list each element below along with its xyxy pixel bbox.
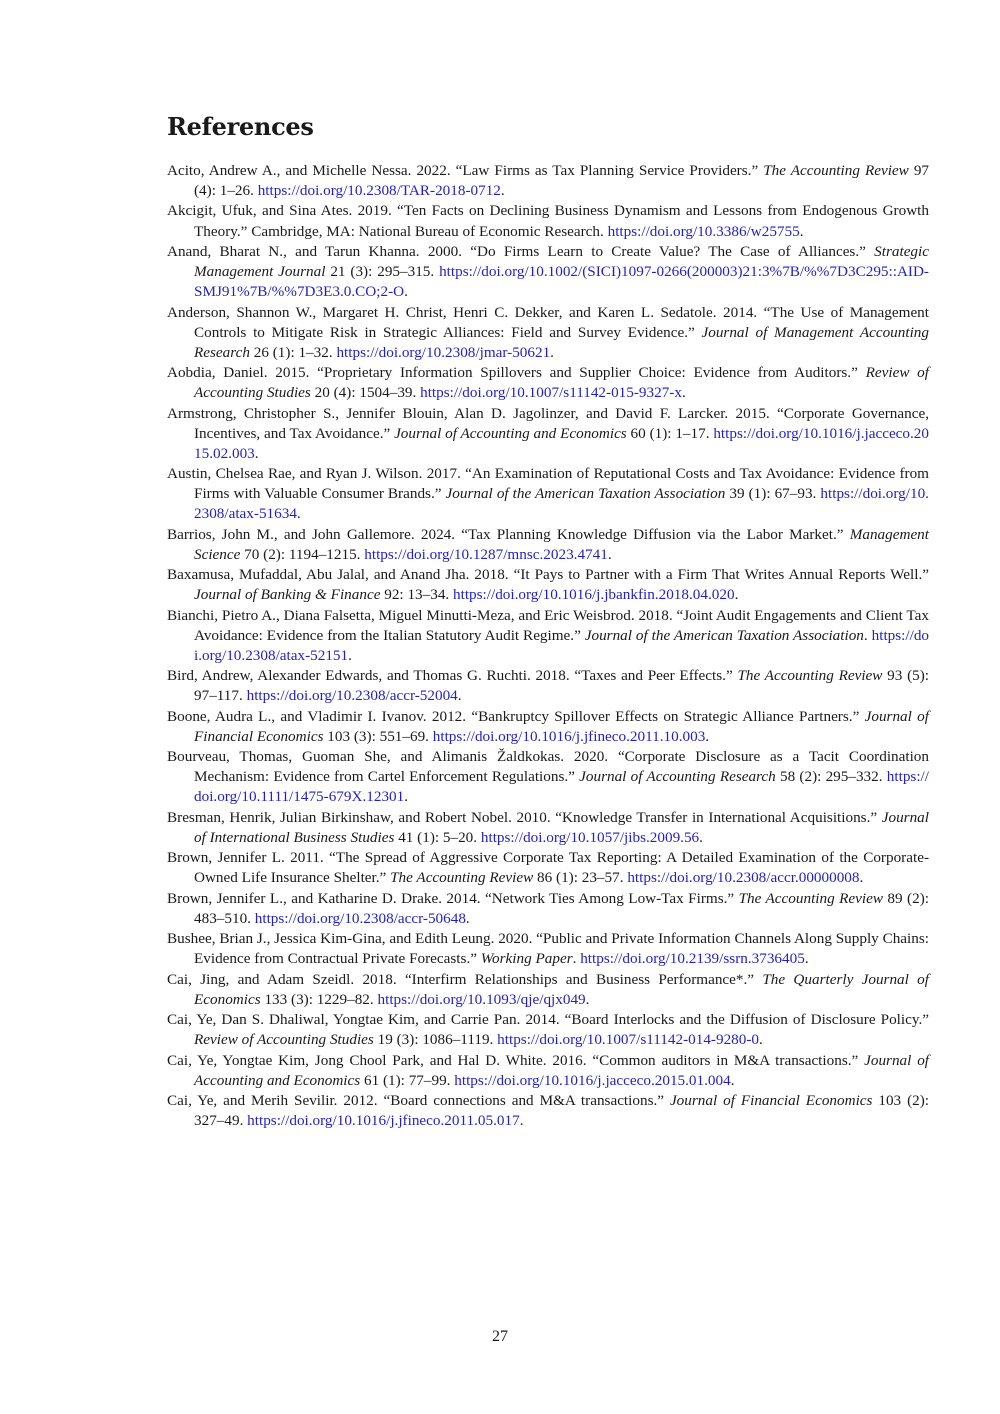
- reference-entry: Baxamusa, Mufaddal, Abu Jalal, and Anand Jha. 2018. “It Pays to Partner with a Firm That Writes Annual Reports Well.” Journal of Banking & Finance 92: 13–34. https://doi.org/10.1016/j.jbankfin.2018.04.020.: [167, 566, 929, 604]
- doi-link[interactable]: https://doi.org/10.1016/j.jacceco.2015.01.004: [454, 1071, 731, 1089]
- reference-volume: .: [572, 950, 581, 968]
- reference-entry: Brown, Jennifer L. 2011. “The Spread of Aggressive Corporate Tax Reporting: A Detailed Examination of the Corporate-Owned Life Insurance Shelter.” The Accounting Review 86 (1): 23–57. https://doi.org/10.2308/accr.00000008.: [167, 849, 929, 887]
- reference-volume: 103 (3): 551–69.: [323, 727, 433, 745]
- reference-list: [167, 161, 929, 1132]
- doi-link[interactable]: https://doi.org/10.2308/atax-51634: [194, 485, 929, 523]
- reference-venue: Strategic Management Journal: [194, 242, 929, 281]
- reference-venue: Management Science: [194, 525, 929, 563]
- reference-venue: The Accounting Review: [763, 162, 909, 179]
- reference-entry: Bresman, Henrik, Julian Birkinshaw, and Robert Nobel. 2010. “Knowledge Transfer in International Acquisitions.” Journal of International Business Studies 41 (1): 5–20. https://doi.org/10.1057/jibs.2009.56.: [167, 808, 929, 846]
- doi-link[interactable]: https://doi.org/10.3386/w25755: [607, 222, 800, 240]
- reference-entry: Bird, Andrew, Alexander Edwards, and Thomas G. Ruchti. 2018. “Taxes and Peer Effects.” The Accounting Review 93 (5): 97–117. https://doi.org/10.2308/accr-52004.: [167, 667, 929, 705]
- reference-volume: .: [863, 626, 872, 644]
- reference-volume: 60 (1): 1–17.: [626, 424, 714, 442]
- reference-citation: Barrios, John M., and John Gallemore. 2024. “Tax Planning Knowledge Diffusion via the Labor Market.”: [167, 525, 850, 543]
- reference-venue: Review of Accounting Studies: [194, 364, 929, 402]
- reference-volume: 58 (2): 295–332.: [775, 768, 887, 786]
- reference-citation: Bushee, Brian J., Jessica Kim-Gina, and Edith Leung. 2020. “Public and Private Information Channels Along Supply Chains: Evidence from Contractual Private Forecasts.”: [167, 930, 929, 968]
- reference-venue: Journal of Financial Economics: [669, 1092, 873, 1110]
- reference-venue: The Quarterly Journal of Economics: [194, 970, 929, 1008]
- reference-volume: 26 (1): 1–32.: [249, 343, 337, 361]
- doi-link[interactable]: https://doi.org/10.2308/accr.00000008: [627, 869, 860, 887]
- reference-volume: 39 (1): 67–93.: [725, 485, 821, 503]
- doi-link[interactable]: https://doi.org/10.2308/TAR-2018-0712: [257, 182, 501, 200]
- reference-entry: Cai, Ye, Yongtae Kim, Jong Chool Park, and Hal D. White. 2016. “Common auditors in M&A transactions.” Journal of Accounting and Economics 61 (1): 77–99. https://doi.org/10.1016/j.jacceco.2015.01.004.: [167, 1051, 930, 1089]
- reference-entry: Akcigit, Ufuk, and Sina Ates. 2019. “Ten Facts on Declining Business Dynamism and Lessons from Endogenous Growth Theory.” Cambridge, MA: National Bureau of Economic Research. https://doi.org/10.3386/w25755.: [167, 202, 929, 240]
- doi-link[interactable]: https://doi.org/10.1016/j.jfineco.2011.10.003: [432, 727, 706, 745]
- reference-entry: Anderson, Shannon W., Margaret H. Christ, Henri C. Dekker, and Karen L. Sedatole. 2014. “The Use of Management Controls to Mitigate Risk in Strategic Alliances: Field and Survey Evidence.” Journal of Management Accounting Research 26 (1): 1–32. https://doi.org/10.2308/jmar-50621.: [167, 303, 929, 361]
- reference-citation: Akcigit, Ufuk, and Sina Ates. 2019. “Ten Facts on Declining Business Dynamism and Lessons from Endogenous Growth Theory.” Cambridge, MA: National Bureau of Economic Research.: [167, 202, 929, 240]
- doi-link[interactable]: https://doi.org/10.1016/j.jacceco.2015.02.003: [194, 424, 929, 462]
- reference-citation: Aobdia, Daniel. 2015. “Proprietary Information Spillovers and Supplier Choice: Evidence from Auditors.”: [167, 364, 866, 382]
- doi-link[interactable]: https://doi.org/10.2308/jmar-50621: [336, 343, 551, 361]
- reference-venue: Journal of Accounting and Economics: [394, 424, 627, 442]
- reference-entry: Cai, Jing, and Adam Szeidl. 2018. “Interfirm Relationships and Business Performance*.” The Quarterly Journal of Economics 133 (3): 1229–82. https://doi.org/10.1093/qje/qjx049.: [167, 970, 929, 1008]
- reference-venue: Journal of Accounting Research: [579, 768, 776, 786]
- doi-link[interactable]: https://doi.org/10.1287/mnsc.2023.4741: [364, 545, 608, 563]
- reference-venue: Journal of Management Accounting Research: [194, 323, 929, 361]
- reference-entry: Bianchi, Pietro A., Diana Falsetta, Miguel Minutti-Meza, and Eric Weisbrod. 2018. “Joint Audit Engagements and Client Tax Avoidance: Evidence from the Italian Statutory Audit Regime.” Journal of the American Taxation Association. https://doi.org/10.2308/atax-52151.: [167, 606, 930, 664]
- doi-link[interactable]: https://doi.org/10.1007/s11142-014-9280-0: [497, 1031, 759, 1049]
- reference-entry: Armstrong, Christopher S., Jennifer Blouin, Alan D. Jagolinzer, and David F. Larcker. 2015. “Corporate Governance, Incentives, and Tax Avoidance.” Journal of Accounting and Economics 60 (1): 1–17. https://doi.org/10.1016/j.jacceco.2015.02.003.: [167, 404, 929, 462]
- reference-entry: Brown, Jennifer L., and Katharine D. Drake. 2014. “Network Ties Among Low-Tax Firms.” The Accounting Review 89 (2): 483–510. https://doi.org/10.2308/accr-50648.: [167, 889, 929, 927]
- reference-volume: 19 (3): 1086–1119.: [373, 1031, 498, 1049]
- reference-citation: Baxamusa, Mufaddal, Abu Jalal, and Anand Jha. 2018. “It Pays to Partner with a Firm That Writes Annual Reports Well.”: [167, 566, 929, 584]
- reference-entry: Acito, Andrew A., and Michelle Nessa. 2022. “Law Firms as Tax Planning Service Providers.” The Accounting Review 97 (4): 1–26. https://doi.org/10.2308/TAR-2018-0712.: [167, 162, 930, 200]
- reference-venue: The Accounting Review: [737, 667, 883, 685]
- reference-entry: Boone, Audra L., and Vladimir I. Ivanov. 2012. “Bankruptcy Spillover Effects on Strategic Alliance Partners.” Journal of Financial Economics 103 (3): 551–69. https://doi.org/10.1016/j.jfineco.2011.10.003.: [167, 707, 929, 745]
- reference-entry: Bourveau, Thomas, Guoman She, and Alimanis Žaldkokas. 2020. “Corporate Disclosure as a Tacit Coordination Mechanism: Evidence from Cartel Enforcement Regulations.” Journal of Accounting Research 58 (2): 295–332. https://doi.org/10.1111/1475-679X.12301.: [167, 748, 929, 806]
- reference-citation: Bianchi, Pietro A., Diana Falsetta, Miguel Minutti-Meza, and Eric Weisbrod. 2018. “Joint Audit Engagements and Client Tax Avoidance: Evidence from the Italian Statutory Audit Regime.”: [167, 606, 929, 644]
- reference-venue: The Accounting Review: [738, 889, 883, 907]
- reference-volume: 86 (1): 23–57.: [533, 869, 628, 887]
- reference-venue: Journal of Banking & Finance: [194, 586, 381, 604]
- reference-volume: 70 (2): 1194–1215.: [240, 545, 365, 563]
- reference-volume: 92: 13–34.: [380, 586, 454, 604]
- reference-venue: Journal of Financial Economics: [194, 707, 929, 745]
- doi-link[interactable]: https://doi.org/10.1016/j.jbankfin.2018.04.020: [453, 586, 735, 604]
- reference-volume: 20 (4): 1504–39.: [310, 384, 421, 402]
- reference-citation: Austin, Chelsea Rae, and Ryan J. Wilson. 2017. “An Examination of Reputational Costs and Tax Avoidance: Evidence from Firms with Valuable Consumer Brands.”: [167, 465, 929, 503]
- doi-link[interactable]: https://doi.org/10.1093/qje/qjx049: [377, 990, 586, 1008]
- reference-entry: Barrios, John M., and John Gallemore. 2024. “Tax Planning Knowledge Diffusion via the Labor Market.” Management Science 70 (2): 1194–1215. https://doi.org/10.1287/mnsc.2023.4741.: [167, 525, 929, 563]
- doi-link[interactable]: https://doi.org/10.1057/jibs.2009.56: [480, 828, 700, 846]
- reference-entry: Bushee, Brian J., Jessica Kim-Gina, and Edith Leung. 2020. “Public and Private Information Channels Along Supply Chains: Evidence from Contractual Private Forecasts.” Working Paper. https://doi.org/10.2139/ssrn.3736405.: [167, 930, 929, 968]
- reference-venue: The Accounting Review: [390, 869, 534, 887]
- reference-volume: 97 (4): 1–26.: [194, 162, 930, 200]
- doi-link[interactable]: https://doi.org/10.1002/(SICI)1097-0266(200003)21:3%7B/%%7D3C295::AID-SMJ91%7B/%%7D3E3.0.CO;2-O: [194, 263, 929, 301]
- doi-link[interactable]: https://doi.org/10.1111/1475-679X.12301: [194, 768, 929, 806]
- reference-volume: 93 (5): 97–117.: [194, 667, 929, 705]
- reference-entry: Anand, Bharat N., and Tarun Khanna. 2000. “Do Firms Learn to Create Value? The Case of Alliances.” Strategic Management Journal 21 (3): 295–315. https://doi.org/10.1002/(SICI)1097-0266(200003)21:3%7B/%%7D3C295::AID-SMJ91%7B/%%7D3E3.0.CO;2-O.: [167, 242, 929, 301]
- reference-volume: 21 (3): 295–315.: [325, 263, 440, 281]
- doi-link[interactable]: https://doi.org/10.2139/ssrn.3736405: [580, 950, 805, 968]
- section-heading: References: [167, 112, 314, 141]
- reference-volume: 41 (1): 5–20.: [394, 828, 481, 846]
- reference-citation: Cai, Ye, and Merih Sevilir. 2012. “Board connections and M&A transactions.”: [167, 1092, 670, 1110]
- reference-citation: Cai, Jing, and Adam Szeidl. 2018. “Interfirm Relationships and Business Performance*.”: [167, 970, 763, 988]
- reference-volume: 89 (2): 483–510.: [194, 889, 929, 927]
- reference-entry: Cai, Ye, Dan S. Dhaliwal, Yongtae Kim, and Carrie Pan. 2014. “Board Interlocks and the Diffusion of Disclosure Policy.” Review of Accounting Studies 19 (3): 1086–1119. https://doi.org/10.1007/s11142-014-9280-0.: [167, 1011, 929, 1049]
- reference-citation: Boone, Audra L., and Vladimir I. Ivanov. 2012. “Bankruptcy Spillover Effects on Strategic Alliance Partners.”: [167, 707, 865, 725]
- reference-venue: Journal of the American Taxation Association: [445, 485, 726, 503]
- reference-citation: Bourveau, Thomas, Guoman She, and Alimanis Žaldkokas. 2020. “Corporate Disclosure as a Tacit Coordination Mechanism: Evidence from Cartel Enforcement Regulations.”: [167, 748, 929, 786]
- reference-entry: Cai, Ye, and Merih Sevilir. 2012. “Board connections and M&A transactions.” Journal of Financial Economics 103 (2): 327–49. https://doi.org/10.1016/j.jfineco.2011.05.017.: [167, 1092, 929, 1130]
- reference-volume: 133 (3): 1229–82.: [260, 990, 378, 1008]
- doi-link[interactable]: https://doi.org/10.2308/accr-52004: [246, 687, 458, 705]
- reference-citation: Anand, Bharat N., and Tarun Khanna. 2000. “Do Firms Learn to Create Value? The Case of Alliances.”: [167, 242, 875, 260]
- doi-link[interactable]: https://doi.org/10.2308/accr-50648: [254, 909, 466, 927]
- reference-venue: Journal of International Business Studies: [194, 808, 929, 846]
- reference-volume: 103 (2): 327–49.: [194, 1092, 929, 1130]
- reference-volume: 61 (1): 77–99.: [360, 1071, 455, 1089]
- doi-link[interactable]: https://doi.org/10.2308/atax-52151: [194, 626, 930, 664]
- page-number: 27: [492, 1328, 508, 1345]
- reference-entry: Aobdia, Daniel. 2015. “Proprietary Information Spillovers and Supplier Choice: Evidence from Auditors.” Review of Accounting Studies 20 (4): 1504–39. https://doi.org/10.1007/s11142-015-9327-x.: [167, 364, 929, 402]
- reference-venue: Journal of Accounting and Economics: [194, 1051, 930, 1089]
- reference-citation: Bresman, Henrik, Julian Birkinshaw, and Robert Nobel. 2010. “Knowledge Transfer in International Acquisitions.”: [167, 808, 882, 826]
- reference-citation: Acito, Andrew A., and Michelle Nessa. 2022. “Law Firms as Tax Planning Service Providers.”: [167, 162, 764, 179]
- doi-link[interactable]: https://doi.org/10.1016/j.jfineco.2011.05.017: [247, 1112, 520, 1130]
- reference-venue: Working Paper: [480, 950, 573, 968]
- reference-venue: Journal of the American Taxation Association: [584, 626, 864, 644]
- reference-citation: Cai, Ye, Dan S. Dhaliwal, Yongtae Kim, and Carrie Pan. 2014. “Board Interlocks and the Diffusion of Disclosure Policy.”: [167, 1011, 929, 1029]
- reference-venue: Review of Accounting Studies: [194, 1031, 374, 1049]
- reference-entry: Austin, Chelsea Rae, and Ryan J. Wilson. 2017. “An Examination of Reputational Costs and Tax Avoidance: Evidence from Firms with Valuable Consumer Brands.” Journal of the American Taxation Association 39 (1): 67–93. https://doi.org/10.2308/atax-51634.: [167, 465, 929, 523]
- reference-citation: Armstrong, Christopher S., Jennifer Blouin, Alan D. Jagolinzer, and David F. Larcker. 2015. “Corporate Governance, Incentives, and Tax Avoidance.”: [167, 404, 929, 442]
- reference-citation: Brown, Jennifer L., and Katharine D. Drake. 2014. “Network Ties Among Low-Tax Firms.”: [167, 889, 739, 907]
- reference-citation: Brown, Jennifer L. 2011. “The Spread of Aggressive Corporate Tax Reporting: A Detailed Examination of the Corporate-Owned Life Insurance Shelter.”: [167, 849, 929, 887]
- reference-citation: Bird, Andrew, Alexander Edwards, and Thomas G. Ruchti. 2018. “Taxes and Peer Effects.”: [167, 667, 738, 685]
- reference-citation: Cai, Ye, Yongtae Kim, Jong Chool Park, and Hal D. White. 2016. “Common auditors in M&A transactions.”: [167, 1051, 865, 1069]
- doi-link[interactable]: https://doi.org/10.1007/s11142-015-9327-x: [420, 384, 682, 402]
- reference-citation: Anderson, Shannon W., Margaret H. Christ, Henri C. Dekker, and Karen L. Sedatole. 2014. “The Use of Management Controls to Mitigate Risk in Strategic Alliances: Field and Survey Evidence.”: [167, 303, 929, 341]
